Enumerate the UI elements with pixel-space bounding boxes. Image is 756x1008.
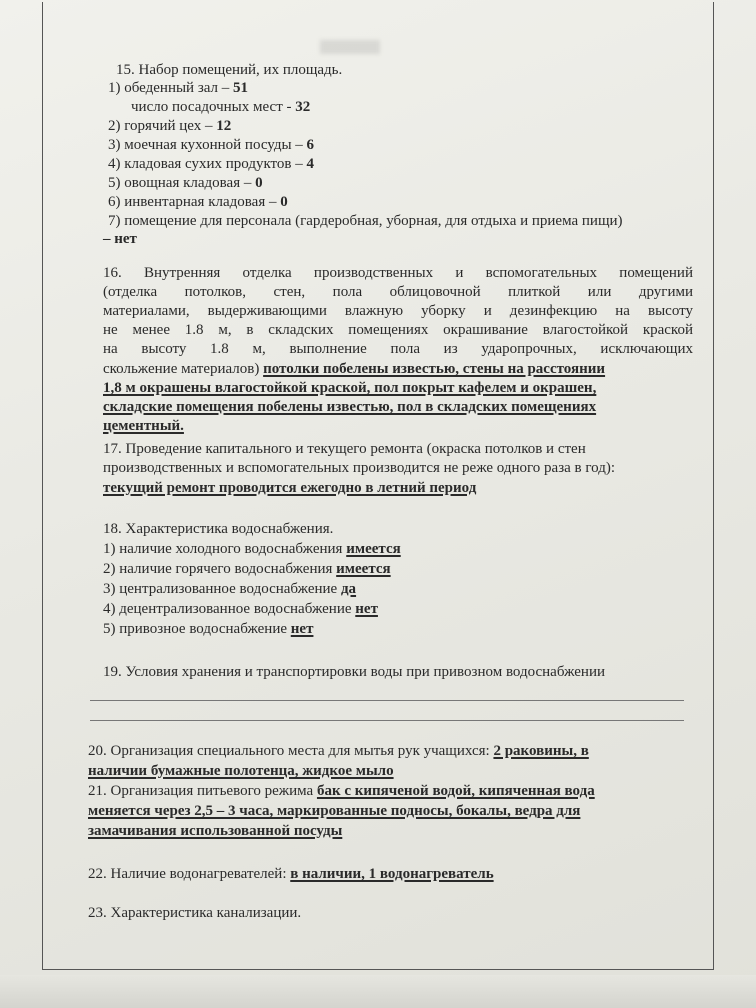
s18-item-4-label: 4) децентрализованное водоснабжение <box>103 601 356 617</box>
s19-title: 19. Условия хранения и транспортировки воды при привозном водоснабжении <box>103 664 606 680</box>
s20-answer-2: наличии бумажные полотенца, жидкое мыло <box>88 763 394 779</box>
s15-item-1b <box>131 99 310 116</box>
s22-answer: в наличии, 1 водонагреватель <box>290 866 494 882</box>
s15-item-5-value: 0 <box>255 175 263 191</box>
s18-item-3 <box>103 581 356 598</box>
s16-answer-2: 1,8 м окрашены влагостойкой краской, пол покрыт кафелем и окрашен, <box>103 380 597 396</box>
s15-item-7-value: – нет <box>103 231 137 247</box>
s15-item-2-label: 2) горячий цех – <box>108 118 217 134</box>
blank-line-2 <box>90 720 684 721</box>
s17-line-2: производственных и вспомогательных производится не реже одного раза в год): <box>103 460 616 476</box>
s18-item-3-value: да <box>340 581 357 597</box>
s16-line-1: 16. Внутренняя отделка производственных и вспомогательных помещений <box>103 265 693 281</box>
s15-item-5-label: 5) овощная кладовая – <box>108 175 256 191</box>
s15-item-2-value: 12 <box>216 118 232 134</box>
s18-item-1-value: имеется <box>346 541 401 557</box>
s21-answer-1: бак с кипяченой водой, кипяченная вода <box>316 783 595 799</box>
s18-title: 18. Характеристика водоснабжения. <box>103 521 334 537</box>
s22-line-text: 22. Наличие водонагревателей: <box>88 866 291 882</box>
s17-line-1: 17. Проведение капитального и текущего ремонта (окраска потолков и стен <box>103 441 586 457</box>
s15-item-3-value: 6 <box>306 137 315 153</box>
s15-item-1b-value: 32 <box>295 99 311 115</box>
s15-item-1-value: 51 <box>233 80 249 96</box>
s16-line-3: материалами, выдерживающими влажную уборку и дезинфекцию на высоту <box>103 303 693 319</box>
s18-item-5 <box>103 621 313 638</box>
s18-item-5-label: 5) привозное водоснабжение <box>103 621 291 637</box>
s18-item-2 <box>103 561 391 578</box>
s15-item-7: 7) помещение для персонала (гардеробная, уборная, для отдыха и приема пищи) <box>108 213 623 229</box>
s18-item-1-label: 1) наличие холодного водоснабжения <box>103 541 347 557</box>
s15-title: 15. Набор помещений, их площадь. <box>116 62 343 78</box>
s21-line-1 <box>88 783 595 800</box>
s16-answer-3: складские помещения побелены известью, пол в складских помещениях <box>103 399 597 415</box>
s21-line-1-text: 21. Организация питьевого режима <box>88 783 317 799</box>
s15-item-4 <box>108 156 314 173</box>
s15-item-1 <box>108 80 248 97</box>
s16-line-5: на высоту 1.8 м, выполнение пола из ударопрочных, исключающих <box>103 341 693 357</box>
s16-line-2: (отделка потолков, стен, пола облицовочной плиткой или другими <box>103 284 693 300</box>
s21-answer-2: меняется через 2,5 – 3 часа, маркированные подносы, бокалы, ведра для <box>88 803 581 819</box>
s20-line-1-text: 20. Организация специального места для мытья рук учащихся: <box>88 743 494 759</box>
s15-item-6-label: 6) инвентарная кладовая – <box>108 194 281 210</box>
faded-header-mark <box>320 40 380 54</box>
s16-answer-4: цементный. <box>103 418 184 434</box>
s18-item-1 <box>103 541 401 558</box>
blank-line-1 <box>90 700 684 701</box>
s17-answer: текущий ремонт проводится ежегодно в летний период <box>103 480 477 496</box>
s15-item-3-label: 3) моечная кухонной посуды – <box>108 137 307 153</box>
s18-item-4-value: нет <box>355 601 378 617</box>
s16-line-6 <box>103 361 605 378</box>
s15-item-6-value: 0 <box>280 194 288 210</box>
s20-answer-1: 2 раковины, в <box>493 743 589 759</box>
s15-item-3 <box>108 137 314 154</box>
s15-item-2 <box>108 118 231 135</box>
s15-item-1b-label: число посадочных мест - <box>131 99 296 115</box>
s15-item-4-label: 4) кладовая сухих продуктов – <box>108 156 307 172</box>
s23-title: 23. Характеристика канализации. <box>88 905 302 921</box>
s16-line-4: не менее 1.8 м, в складских помещениях окрашивание влагостойкой краской <box>103 322 693 338</box>
s20-line-1 <box>88 743 589 760</box>
s21-answer-3: замачивания использованной посуды <box>88 823 343 839</box>
s16-answer-1: потолки побелены известью, стены на расстоянии <box>263 361 606 377</box>
s16-line-6-text: скольжение материалов) <box>103 361 264 377</box>
table-surface <box>0 975 756 1008</box>
s18-item-3-label: 3) централизованное водоснабжение <box>103 581 341 597</box>
s15-item-4-value: 4 <box>306 156 314 172</box>
s22-line <box>88 866 494 883</box>
s18-item-2-label: 2) наличие горячего водоснабжения <box>103 561 337 577</box>
s15-item-1-label: 1) обеденный зал – <box>108 80 234 96</box>
s15-item-5 <box>108 175 263 192</box>
s18-item-4 <box>103 601 378 618</box>
s15-item-6 <box>108 194 288 211</box>
s18-item-2-value: имеется <box>336 561 391 577</box>
s18-item-5-value: нет <box>290 621 314 637</box>
